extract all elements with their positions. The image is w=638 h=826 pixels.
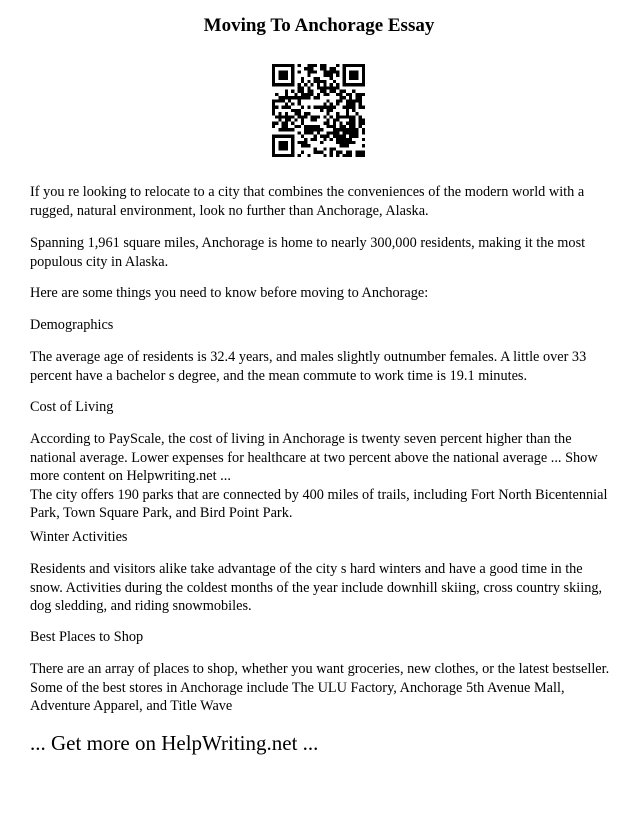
paragraph-best-places-to-shop [30, 660, 615, 716]
paragraph-things [30, 284, 615, 303]
paragraph-size [30, 234, 615, 271]
paragraph: If you re looking to relocate to a city that combines the conveniences of the modern world with a rugged, natural environment, look no further than Anchorage, Alaska. [30, 184, 585, 219]
paragraph-cost-of-living [30, 430, 615, 523]
paragraph-demographics [30, 348, 615, 385]
section-heading: Demographics [30, 317, 114, 333]
paragraph: The average age of residents is 32.4 years, and males slightly outnumber females. A little over 33 percent have a bachelor s degree, and the mean commute to work time is 19.1 minutes. [30, 349, 587, 384]
heading-winter-activities [30, 528, 615, 547]
paragraph: The city offers 190 parks that are connected by 400 miles of trails, including Fort North Bicentennial Park, Town Square Park, and Bird Point Park. [30, 486, 608, 521]
paragraph-winter-activities [30, 560, 615, 616]
paragraph: According to PayScale, the cost of living in Anchorage is twenty seven percent higher than the national average. Lower expenses for healthcare at two percent above the national average ... Show more content on Helpwriting.net ... [30, 431, 598, 484]
paragraph: There are an array of places to shop, whether you want groceries, new clothes, or the latest bestseller. Some of the best stores in Anchorage include The ULU Factory, Anchorage 5th Avenue Mall, Adventure Apparel, and Title Wave [30, 661, 610, 714]
section-heading: Best Places to Shop [30, 629, 144, 645]
paragraph-intro [30, 183, 615, 220]
paragraph: Spanning 1,961 square miles, Anchorage is home to nearly 300,000 residents, making it the most populous city in Alaska. [30, 235, 586, 270]
document-title: Moving To Anchorage Essay [203, 15, 435, 36]
qr-code-image [272, 64, 365, 157]
paragraph: Residents and visitors alike take advantage of the city s hard winters and have a good time in the snow. Activities during the coldest months of the year include downhill skiing, cross country skiing, dog sledding, and riding snowmobiles. [30, 561, 603, 614]
heading-cost-of-living [30, 398, 615, 417]
section-heading: Winter Activities [30, 529, 128, 545]
heading-best-places-to-shop [30, 628, 615, 647]
heading-demographics [30, 316, 615, 335]
section-heading: Cost of Living [30, 399, 114, 415]
paragraph: Here are some things you need to know before moving to Anchorage: [30, 285, 429, 301]
get-more-link[interactable]: ... Get more on HelpWriting.net ... [30, 731, 319, 755]
